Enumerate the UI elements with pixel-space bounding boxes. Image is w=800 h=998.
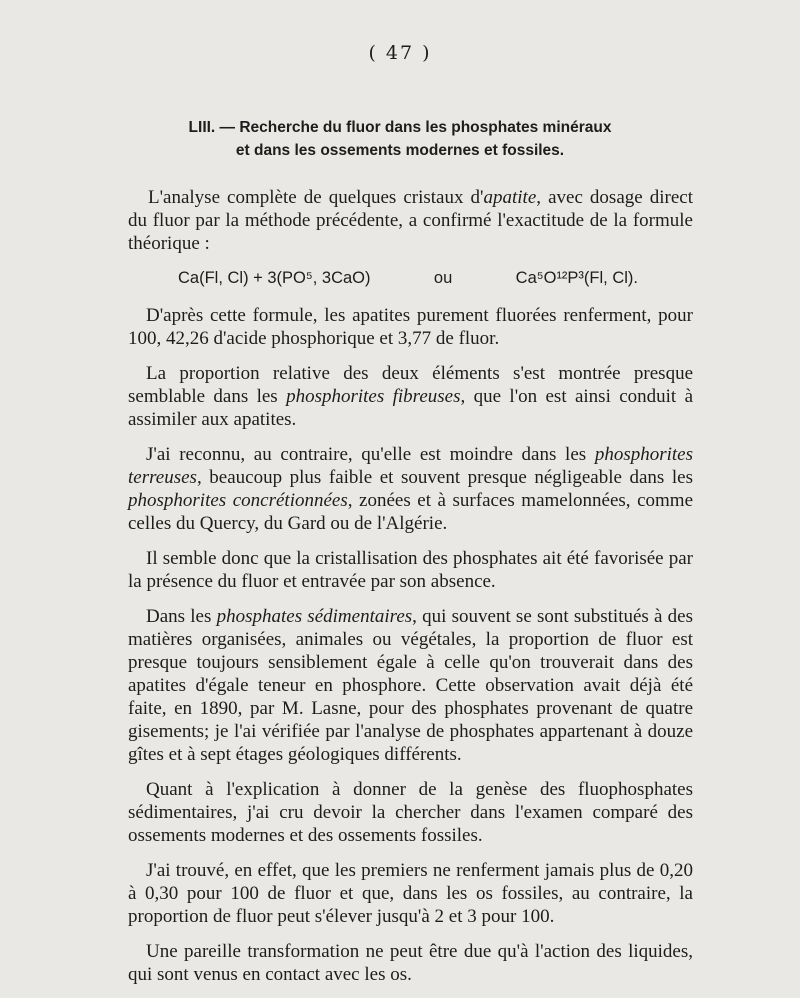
section-heading bbox=[100, 116, 700, 162]
page-number: ( 47 ) bbox=[368, 42, 432, 64]
paragraph-4 bbox=[128, 443, 693, 535]
p6-text-b: , qui souvent se sont substitués à des matières organisées, animales ou végétales, la proportion de fluor est presque toujours sensiblement égale à celle qu'on trouverait dans des apatites d'égale teneur en phosphore. Cette observation avait déjà été faite, en 1890, par M. Lasne, pour des phosphates provenant de quatre gisements; je l'ai vérifiée par l'analyse de phosphates appartenant à douze gîtes et à sept étages géologiques différents. bbox=[128, 606, 694, 765]
chemical-formula bbox=[178, 267, 638, 290]
formula-or: ou bbox=[433, 269, 453, 287]
p1-text-a: L'analyse complète de quelques cristaux d' bbox=[148, 187, 484, 208]
paragraph-3 bbox=[128, 362, 693, 431]
p4-italic-1: phosphorites terreuses bbox=[128, 444, 693, 488]
p3-text-b: , que l'on est ainsi conduit à assimiler aux apatites. bbox=[128, 386, 693, 430]
p4-text-c: , zonées et à surfaces mamelonnées, comme celles du Quercy, du Gard ou de l'Algérie. bbox=[128, 490, 693, 534]
heading-line-2: et dans les ossements modernes et fossiles. bbox=[235, 142, 565, 159]
p1-italic: apatite bbox=[483, 187, 537, 208]
p4-italic-2: phosphorites concrétionnées bbox=[128, 490, 348, 511]
p4-text-a: J'ai reconnu, au contraire, qu'elle est moindre dans les bbox=[146, 444, 595, 465]
paragraph-1 bbox=[128, 186, 693, 255]
paragraph-7: Quant à l'explication à donner de la genèse des fluophosphates sédimentaires, j'ai cru devoir la chercher dans l'examen comparé des ossements modernes et des ossements fossiles. bbox=[128, 779, 693, 846]
p3-text-a: La proportion relative des deux éléments s'est montrée presque semblable dans les bbox=[128, 363, 693, 407]
paragraph-8: J'ai trouvé, en effet, que les premiers ne renferment jamais plus de 0,20 à 0,30 pour 100 de fluor et que, dans les os fossiles, au contraire, la proportion de fluor peut s'élever jusqu'à 2 et 3 pour 100. bbox=[128, 860, 693, 927]
paragraph-2: D'après cette formule, les apatites purement fluorées renferment, pour 100, 42,26 d'acide phosphorique et 3,77 de fluor. bbox=[128, 305, 693, 349]
formula-left: Ca(Fl, Cl) + 3(PO⁵, 3CaO) bbox=[178, 269, 371, 287]
p6-text-a: Dans les bbox=[146, 606, 217, 627]
p6-italic: phosphates sédimentaires bbox=[216, 606, 413, 627]
paragraph-5: Il semble donc que la cristallisation des phosphates ait été favorisée par la présence du fluor et entravée par son absence. bbox=[128, 548, 693, 592]
p3-italic: phosphorites fibreuses bbox=[286, 386, 461, 407]
p4-text-b: , beaucoup plus faible et souvent presque négligeable dans les bbox=[196, 467, 693, 488]
formula-right: Ca⁵O¹²P³(Fl, Cl). bbox=[515, 269, 638, 287]
body-text bbox=[128, 186, 693, 998]
p1-text-b: , avec dosage direct du fluor par la méthode précédente, a confirmé l'exactitude de la formule théorique : bbox=[128, 187, 694, 254]
paragraph-6 bbox=[128, 605, 693, 766]
heading-line-1: LIII. — Recherche du fluor dans les phosphates minéraux bbox=[188, 119, 612, 136]
paragraph-9: Une pareille transformation ne peut être due qu'à l'action des liquides, qui sont venus en contact avec les os. bbox=[128, 941, 693, 985]
